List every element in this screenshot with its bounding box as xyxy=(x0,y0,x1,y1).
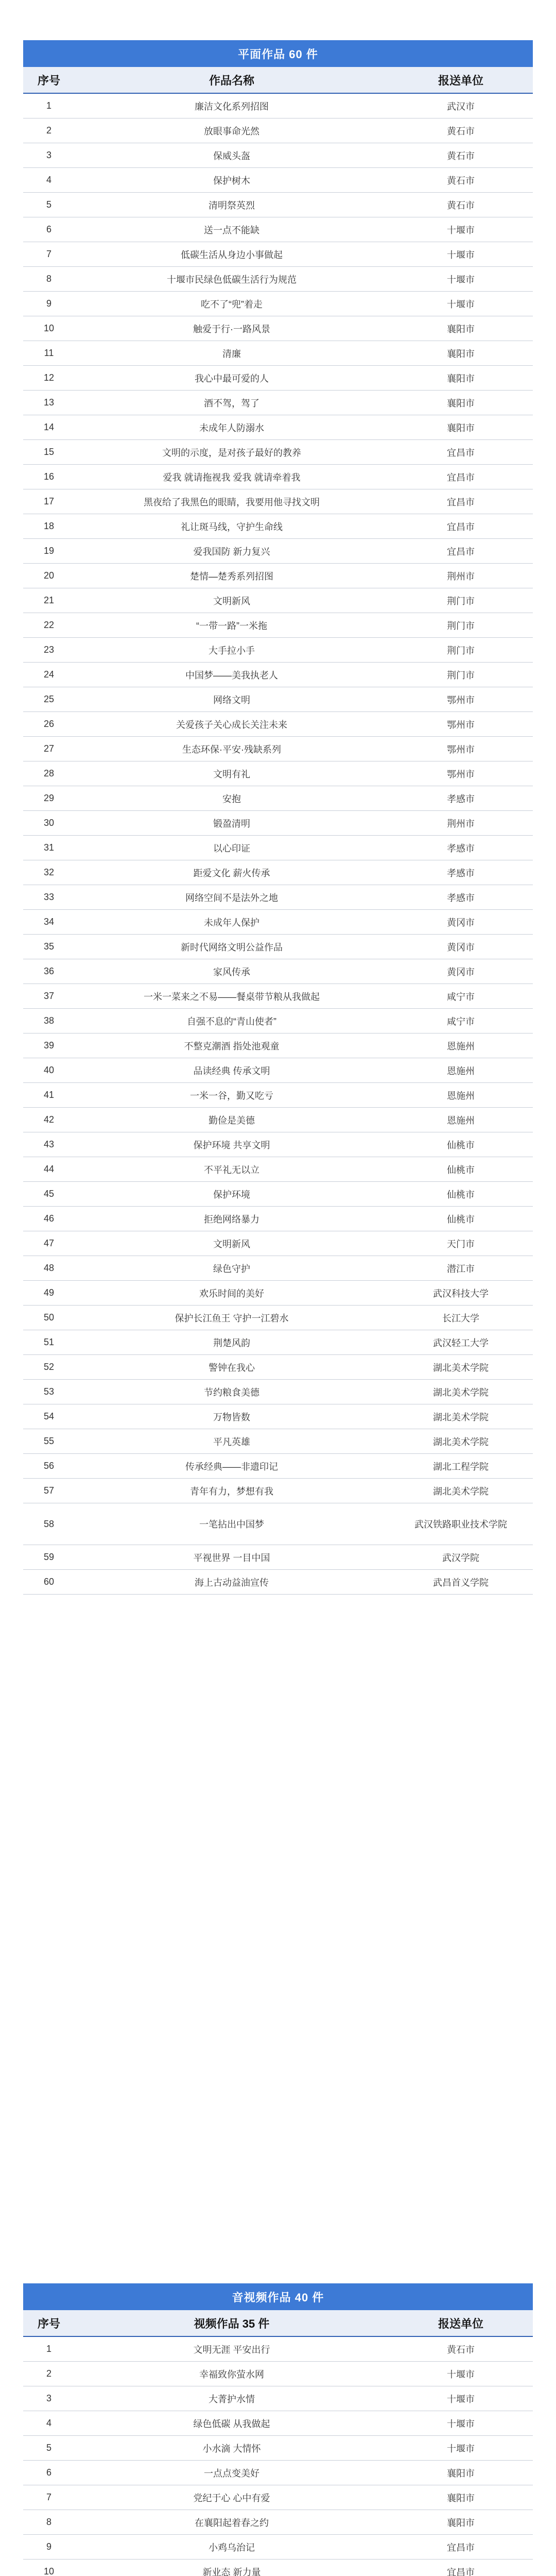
table-row xyxy=(23,1132,533,1157)
cell-unit: 荆门市 xyxy=(389,663,533,687)
cell-no: 36 xyxy=(23,959,75,984)
cell-name: 放眼事命光然 xyxy=(75,118,389,143)
cell-no: 42 xyxy=(23,1108,75,1132)
table-row xyxy=(23,2510,533,2535)
cell-unit: 襄阳市 xyxy=(389,341,533,366)
cell-name: 家风传承 xyxy=(75,959,389,984)
cell-unit: 鄂州市 xyxy=(389,712,533,737)
cell-no: 31 xyxy=(23,836,75,860)
cell-name: 自强不息的“青山使者” xyxy=(75,1009,389,1033)
cell-no: 53 xyxy=(23,1380,75,1404)
cell-name: 大手拉小手 xyxy=(75,638,389,663)
cell-unit: 襄阳市 xyxy=(389,2461,533,2485)
cell-no: 59 xyxy=(23,1545,75,1570)
table-row xyxy=(23,663,533,687)
table-row xyxy=(23,1058,533,1083)
cell-unit: 宜昌市 xyxy=(389,539,533,564)
table-row xyxy=(23,193,533,217)
cell-no: 44 xyxy=(23,1157,75,1182)
cell-no: 35 xyxy=(23,935,75,959)
table-row xyxy=(23,539,533,564)
cell-no: 54 xyxy=(23,1404,75,1429)
table-row xyxy=(23,761,533,786)
cell-unit: 长江大学 xyxy=(389,1306,533,1330)
cell-name: 一点点变美好 xyxy=(75,2461,389,2485)
table-row xyxy=(23,1454,533,1479)
table-row xyxy=(23,984,533,1009)
cell-name: 我心中最可爱的人 xyxy=(75,366,389,391)
cell-name: “一带一路”一米拖 xyxy=(75,613,389,638)
table-header-row xyxy=(23,67,533,93)
cell-no: 1 xyxy=(23,93,75,118)
cell-no: 3 xyxy=(23,2386,75,2411)
table-row xyxy=(23,564,533,588)
cell-unit: 十堰市 xyxy=(389,292,533,316)
cell-name: 廉洁文化系列招图 xyxy=(75,93,389,118)
cell-unit: 襄阳市 xyxy=(389,316,533,341)
table-row xyxy=(23,1503,533,1545)
cell-name: 新时代网络文明公益作品 xyxy=(75,935,389,959)
cell-unit: 湖北美术学院 xyxy=(389,1429,533,1454)
cell-name: 荆楚风韵 xyxy=(75,1330,389,1355)
cell-unit: 十堰市 xyxy=(389,217,533,242)
cell-no: 32 xyxy=(23,860,75,885)
cell-unit: 十堰市 xyxy=(389,2411,533,2436)
cell-name: 未成年人防溺水 xyxy=(75,415,389,440)
table-row xyxy=(23,1207,533,1231)
cell-unit: 黄石市 xyxy=(389,118,533,143)
cell-name: 酒不驾，驾了 xyxy=(75,391,389,415)
cell-unit: 襄阳市 xyxy=(389,366,533,391)
table-row xyxy=(23,366,533,391)
cell-name: 一笔拈出中国梦 xyxy=(75,1503,389,1545)
cell-name: 保护长江鱼王 守护一江碧水 xyxy=(75,1306,389,1330)
cell-no: 9 xyxy=(23,2535,75,2560)
cell-unit: 荆门市 xyxy=(389,638,533,663)
cell-unit: 十堰市 xyxy=(389,2362,533,2386)
cell-no: 8 xyxy=(23,267,75,292)
table-row xyxy=(23,341,533,366)
cell-no: 6 xyxy=(23,217,75,242)
cell-no: 13 xyxy=(23,391,75,415)
table-row xyxy=(23,391,533,415)
table-row xyxy=(23,737,533,761)
cell-no: 60 xyxy=(23,1570,75,1595)
video-works-table xyxy=(23,2310,533,2576)
cell-unit: 仙桃市 xyxy=(389,1182,533,1207)
cell-name: 关爱孩子关心成长关注未来 xyxy=(75,712,389,737)
cell-name: 万物皆数 xyxy=(75,1404,389,1429)
cell-name: 文明的示度，是对孩子最好的教养 xyxy=(75,440,389,465)
cell-unit: 荆门市 xyxy=(389,588,533,613)
table-row xyxy=(23,1306,533,1330)
table-row xyxy=(23,514,533,539)
cell-name: 文明新风 xyxy=(75,1231,389,1256)
cell-no: 22 xyxy=(23,613,75,638)
cell-unit: 襄阳市 xyxy=(389,415,533,440)
cell-name: 不整克潮酒 指处池观童 xyxy=(75,1033,389,1058)
cell-unit: 咸宁市 xyxy=(389,1009,533,1033)
table-row xyxy=(23,1330,533,1355)
print-works-body xyxy=(23,93,533,1595)
table-row xyxy=(23,959,533,984)
cell-unit: 宜昌市 xyxy=(389,2560,533,2576)
cell-name: 清明祭英烈 xyxy=(75,193,389,217)
cell-name: 节约粮食美德 xyxy=(75,1380,389,1404)
table-row xyxy=(23,93,533,118)
cell-unit: 十堰市 xyxy=(389,267,533,292)
section-title: 平面作品 60 件 xyxy=(23,40,533,67)
cell-unit: 湖北工程学院 xyxy=(389,1454,533,1479)
cell-no: 12 xyxy=(23,366,75,391)
cell-name: 新业态 新力量 xyxy=(75,2560,389,2576)
table-row xyxy=(23,1157,533,1182)
table-row xyxy=(23,292,533,316)
cell-name: 小鸡乌治记 xyxy=(75,2535,389,2560)
header-name: 视频作品 35 件 xyxy=(75,2310,389,2336)
cell-no: 47 xyxy=(23,1231,75,1256)
cell-name: 不平礼无以立 xyxy=(75,1157,389,1182)
header-name: 作品名称 xyxy=(75,67,389,93)
cell-no: 9 xyxy=(23,292,75,316)
cell-no: 14 xyxy=(23,415,75,440)
table-row xyxy=(23,712,533,737)
cell-no: 57 xyxy=(23,1479,75,1503)
table-row xyxy=(23,242,533,267)
table-row xyxy=(23,613,533,638)
cell-name: 吃不了“兜”着走 xyxy=(75,292,389,316)
cell-name: 网络文明 xyxy=(75,687,389,712)
cell-unit: 孝感市 xyxy=(389,885,533,910)
cell-unit: 襄阳市 xyxy=(389,2485,533,2510)
section-title: 音视频作品 40 件 xyxy=(23,2283,533,2310)
table-row xyxy=(23,1009,533,1033)
cell-name: 低碳生活从身边小事做起 xyxy=(75,242,389,267)
cell-no: 45 xyxy=(23,1182,75,1207)
table-row xyxy=(23,2461,533,2485)
cell-unit: 黄冈市 xyxy=(389,910,533,935)
cell-unit: 武汉铁路职业技术学院 xyxy=(389,1503,533,1545)
cell-no: 46 xyxy=(23,1207,75,1231)
cell-unit: 荆州市 xyxy=(389,811,533,836)
cell-no: 48 xyxy=(23,1256,75,1281)
table-row xyxy=(23,1380,533,1404)
table-row xyxy=(23,2336,533,2362)
cell-no: 37 xyxy=(23,984,75,1009)
table-row xyxy=(23,687,533,712)
cell-no: 4 xyxy=(23,2411,75,2436)
cell-unit: 鄂州市 xyxy=(389,687,533,712)
cell-unit: 恩施州 xyxy=(389,1058,533,1083)
cell-name: 平视世界 一目中国 xyxy=(75,1545,389,1570)
cell-no: 34 xyxy=(23,910,75,935)
table-row xyxy=(23,935,533,959)
cell-name: 送一点不能缺 xyxy=(75,217,389,242)
cell-name: 幸福致你萤水网 xyxy=(75,2362,389,2386)
cell-name: 拒绝网络暴力 xyxy=(75,1207,389,1231)
cell-name: 一米一菜来之不易——餐桌带节粮从我做起 xyxy=(75,984,389,1009)
table-row xyxy=(23,168,533,193)
cell-unit: 孝感市 xyxy=(389,836,533,860)
cell-name: 海上古动益油宣传 xyxy=(75,1570,389,1595)
cell-no: 21 xyxy=(23,588,75,613)
cell-unit: 十堰市 xyxy=(389,242,533,267)
cell-unit: 仙桃市 xyxy=(389,1157,533,1182)
table-row xyxy=(23,588,533,613)
cell-no: 41 xyxy=(23,1083,75,1108)
table-row xyxy=(23,638,533,663)
cell-no: 17 xyxy=(23,489,75,514)
cell-no: 39 xyxy=(23,1033,75,1058)
table-row xyxy=(23,2411,533,2436)
cell-no: 2 xyxy=(23,118,75,143)
cell-unit: 宜昌市 xyxy=(389,2535,533,2560)
cell-no: 8 xyxy=(23,2510,75,2535)
cell-no: 27 xyxy=(23,737,75,761)
table-row xyxy=(23,267,533,292)
cell-no: 7 xyxy=(23,242,75,267)
cell-no: 1 xyxy=(23,2336,75,2362)
cell-unit: 武汉轻工大学 xyxy=(389,1330,533,1355)
section-av-works xyxy=(23,2283,533,2576)
table-row xyxy=(23,217,533,242)
cell-name: 品读经典 传承文明 xyxy=(75,1058,389,1083)
cell-no: 23 xyxy=(23,638,75,663)
cell-name: 党纪于心 心中有爱 xyxy=(75,2485,389,2510)
cell-unit: 十堰市 xyxy=(389,2386,533,2411)
cell-unit: 襄阳市 xyxy=(389,2510,533,2535)
cell-name: 警钟在我心 xyxy=(75,1355,389,1380)
cell-name: 爱我 就请拖视我 爱我 就请牵着我 xyxy=(75,465,389,489)
header-unit: 报送单位 xyxy=(389,2310,533,2336)
cell-unit: 黄冈市 xyxy=(389,959,533,984)
cell-no: 58 xyxy=(23,1503,75,1545)
cell-unit: 孝感市 xyxy=(389,860,533,885)
cell-name: 保护树木 xyxy=(75,168,389,193)
cell-no: 16 xyxy=(23,465,75,489)
cell-no: 40 xyxy=(23,1058,75,1083)
cell-unit: 孝感市 xyxy=(389,786,533,811)
cell-name: 文明有礼 xyxy=(75,761,389,786)
table-row xyxy=(23,786,533,811)
header-unit: 报送单位 xyxy=(389,67,533,93)
cell-no: 4 xyxy=(23,168,75,193)
table-row xyxy=(23,1182,533,1207)
cell-name: 距爱文化 薪火传承 xyxy=(75,860,389,885)
cell-unit: 咸宁市 xyxy=(389,984,533,1009)
table-row xyxy=(23,1355,533,1380)
table-row xyxy=(23,811,533,836)
cell-no: 49 xyxy=(23,1281,75,1306)
cell-name: 平凡英雄 xyxy=(75,1429,389,1454)
cell-name: 大菁护水情 xyxy=(75,2386,389,2411)
table-row xyxy=(23,1256,533,1281)
table-row xyxy=(23,118,533,143)
cell-name: 礼让斑马线，守护生命线 xyxy=(75,514,389,539)
cell-no: 2 xyxy=(23,2362,75,2386)
section-print-works xyxy=(23,40,533,1595)
cell-no: 28 xyxy=(23,761,75,786)
cell-no: 52 xyxy=(23,1355,75,1380)
cell-unit: 恩施州 xyxy=(389,1083,533,1108)
cell-no: 7 xyxy=(23,2485,75,2510)
table-row xyxy=(23,465,533,489)
cell-unit: 湖北美术学院 xyxy=(389,1355,533,1380)
cell-unit: 武汉学院 xyxy=(389,1545,533,1570)
table-row xyxy=(23,1033,533,1058)
cell-no: 18 xyxy=(23,514,75,539)
table-row xyxy=(23,1404,533,1429)
table-row xyxy=(23,2436,533,2461)
cell-no: 11 xyxy=(23,341,75,366)
cell-name: 清廉 xyxy=(75,341,389,366)
cell-name: 保护环境 共享文明 xyxy=(75,1132,389,1157)
cell-unit: 天门市 xyxy=(389,1231,533,1256)
cell-no: 55 xyxy=(23,1429,75,1454)
table-row xyxy=(23,1545,533,1570)
cell-name: 未成年人保护 xyxy=(75,910,389,935)
cell-unit: 宜昌市 xyxy=(389,465,533,489)
cell-unit: 宜昌市 xyxy=(389,514,533,539)
cell-unit: 黄石市 xyxy=(389,143,533,168)
cell-unit: 湖北美术学院 xyxy=(389,1404,533,1429)
cell-name: 网络空间不是法外之地 xyxy=(75,885,389,910)
video-works-body xyxy=(23,2336,533,2576)
cell-name: 绿色低碳 从我做起 xyxy=(75,2411,389,2436)
table-row xyxy=(23,836,533,860)
cell-name: 锻盈清明 xyxy=(75,811,389,836)
cell-no: 5 xyxy=(23,2436,75,2461)
cell-no: 30 xyxy=(23,811,75,836)
cell-name: 勤俭是美德 xyxy=(75,1108,389,1132)
cell-no: 5 xyxy=(23,193,75,217)
cell-name: 传承经典——非遗印记 xyxy=(75,1454,389,1479)
cell-unit: 黄冈市 xyxy=(389,935,533,959)
cell-name: 文明新风 xyxy=(75,588,389,613)
cell-no: 19 xyxy=(23,539,75,564)
table-row xyxy=(23,1570,533,1595)
table-row xyxy=(23,2560,533,2576)
cell-no: 50 xyxy=(23,1306,75,1330)
cell-no: 56 xyxy=(23,1454,75,1479)
table-row xyxy=(23,910,533,935)
table-row xyxy=(23,316,533,341)
table-row xyxy=(23,489,533,514)
cell-unit: 宜昌市 xyxy=(389,489,533,514)
cell-unit: 荆州市 xyxy=(389,564,533,588)
cell-unit: 武汉科技大学 xyxy=(389,1281,533,1306)
cell-name: 欢乐时间的美好 xyxy=(75,1281,389,1306)
cell-no: 33 xyxy=(23,885,75,910)
cell-unit: 黄石市 xyxy=(389,168,533,193)
cell-unit: 宜昌市 xyxy=(389,440,533,465)
table-row xyxy=(23,1281,533,1306)
cell-no: 43 xyxy=(23,1132,75,1157)
table-row xyxy=(23,440,533,465)
cell-unit: 襄阳市 xyxy=(389,391,533,415)
cell-unit: 潜江市 xyxy=(389,1256,533,1281)
cell-no: 20 xyxy=(23,564,75,588)
table-row xyxy=(23,1108,533,1132)
cell-no: 26 xyxy=(23,712,75,737)
cell-name: 楚情—楚秀系列招图 xyxy=(75,564,389,588)
cell-unit: 十堰市 xyxy=(389,2436,533,2461)
cell-no: 10 xyxy=(23,2560,75,2576)
cell-no: 38 xyxy=(23,1009,75,1033)
cell-unit: 恩施州 xyxy=(389,1033,533,1058)
cell-name: 以心印证 xyxy=(75,836,389,860)
table-row xyxy=(23,1083,533,1108)
cell-name: 小水滴 大情怀 xyxy=(75,2436,389,2461)
header-no: 序号 xyxy=(23,67,75,93)
cell-name: 青年有力，梦想有我 xyxy=(75,1479,389,1503)
cell-no: 15 xyxy=(23,440,75,465)
table-row xyxy=(23,143,533,168)
cell-unit: 恩施州 xyxy=(389,1108,533,1132)
table-row xyxy=(23,2535,533,2560)
table-header-row xyxy=(23,2310,533,2336)
header-no: 序号 xyxy=(23,2310,75,2336)
cell-no: 51 xyxy=(23,1330,75,1355)
cell-name: 在襄阳起着春之约 xyxy=(75,2510,389,2535)
table-row xyxy=(23,860,533,885)
table-row xyxy=(23,2362,533,2386)
cell-unit: 武汉市 xyxy=(389,93,533,118)
cell-name: 保护环境 xyxy=(75,1182,389,1207)
cell-no: 25 xyxy=(23,687,75,712)
cell-unit: 武昌首义学院 xyxy=(389,1570,533,1595)
cell-name: 文明无涯 平安出行 xyxy=(75,2336,389,2362)
cell-name: 爱我国防 新力复兴 xyxy=(75,539,389,564)
cell-name: 触爱于行·一路风景 xyxy=(75,316,389,341)
cell-unit: 鄂州市 xyxy=(389,737,533,761)
table-row xyxy=(23,415,533,440)
cell-no: 29 xyxy=(23,786,75,811)
cell-unit: 黄石市 xyxy=(389,2336,533,2362)
cell-unit: 荆门市 xyxy=(389,613,533,638)
cell-name: 中国梦——美我执老人 xyxy=(75,663,389,687)
table-row xyxy=(23,1479,533,1503)
table-row xyxy=(23,1429,533,1454)
cell-unit: 仙桃市 xyxy=(389,1132,533,1157)
cell-unit: 湖北美术学院 xyxy=(389,1479,533,1503)
cell-unit: 仙桃市 xyxy=(389,1207,533,1231)
table-row xyxy=(23,1231,533,1256)
cell-unit: 鄂州市 xyxy=(389,761,533,786)
cell-name: 保威头盔 xyxy=(75,143,389,168)
table-row xyxy=(23,2485,533,2510)
cell-name: 黑夜给了我黑色的眼睛，我要用他寻找文明 xyxy=(75,489,389,514)
cell-name: 十堰市民绿色低碳生活行为规范 xyxy=(75,267,389,292)
cell-no: 6 xyxy=(23,2461,75,2485)
cell-unit: 湖北美术学院 xyxy=(389,1380,533,1404)
cell-no: 3 xyxy=(23,143,75,168)
table-row xyxy=(23,2386,533,2411)
cell-no: 10 xyxy=(23,316,75,341)
cell-name: 绿色守护 xyxy=(75,1256,389,1281)
cell-name: 安抱 xyxy=(75,786,389,811)
table-row xyxy=(23,885,533,910)
print-works-table xyxy=(23,67,533,1595)
cell-no: 24 xyxy=(23,663,75,687)
cell-unit: 黄石市 xyxy=(389,193,533,217)
cell-name: 一米一谷，勤又吃亏 xyxy=(75,1083,389,1108)
cell-name: 生态环保·平安·残缺系列 xyxy=(75,737,389,761)
